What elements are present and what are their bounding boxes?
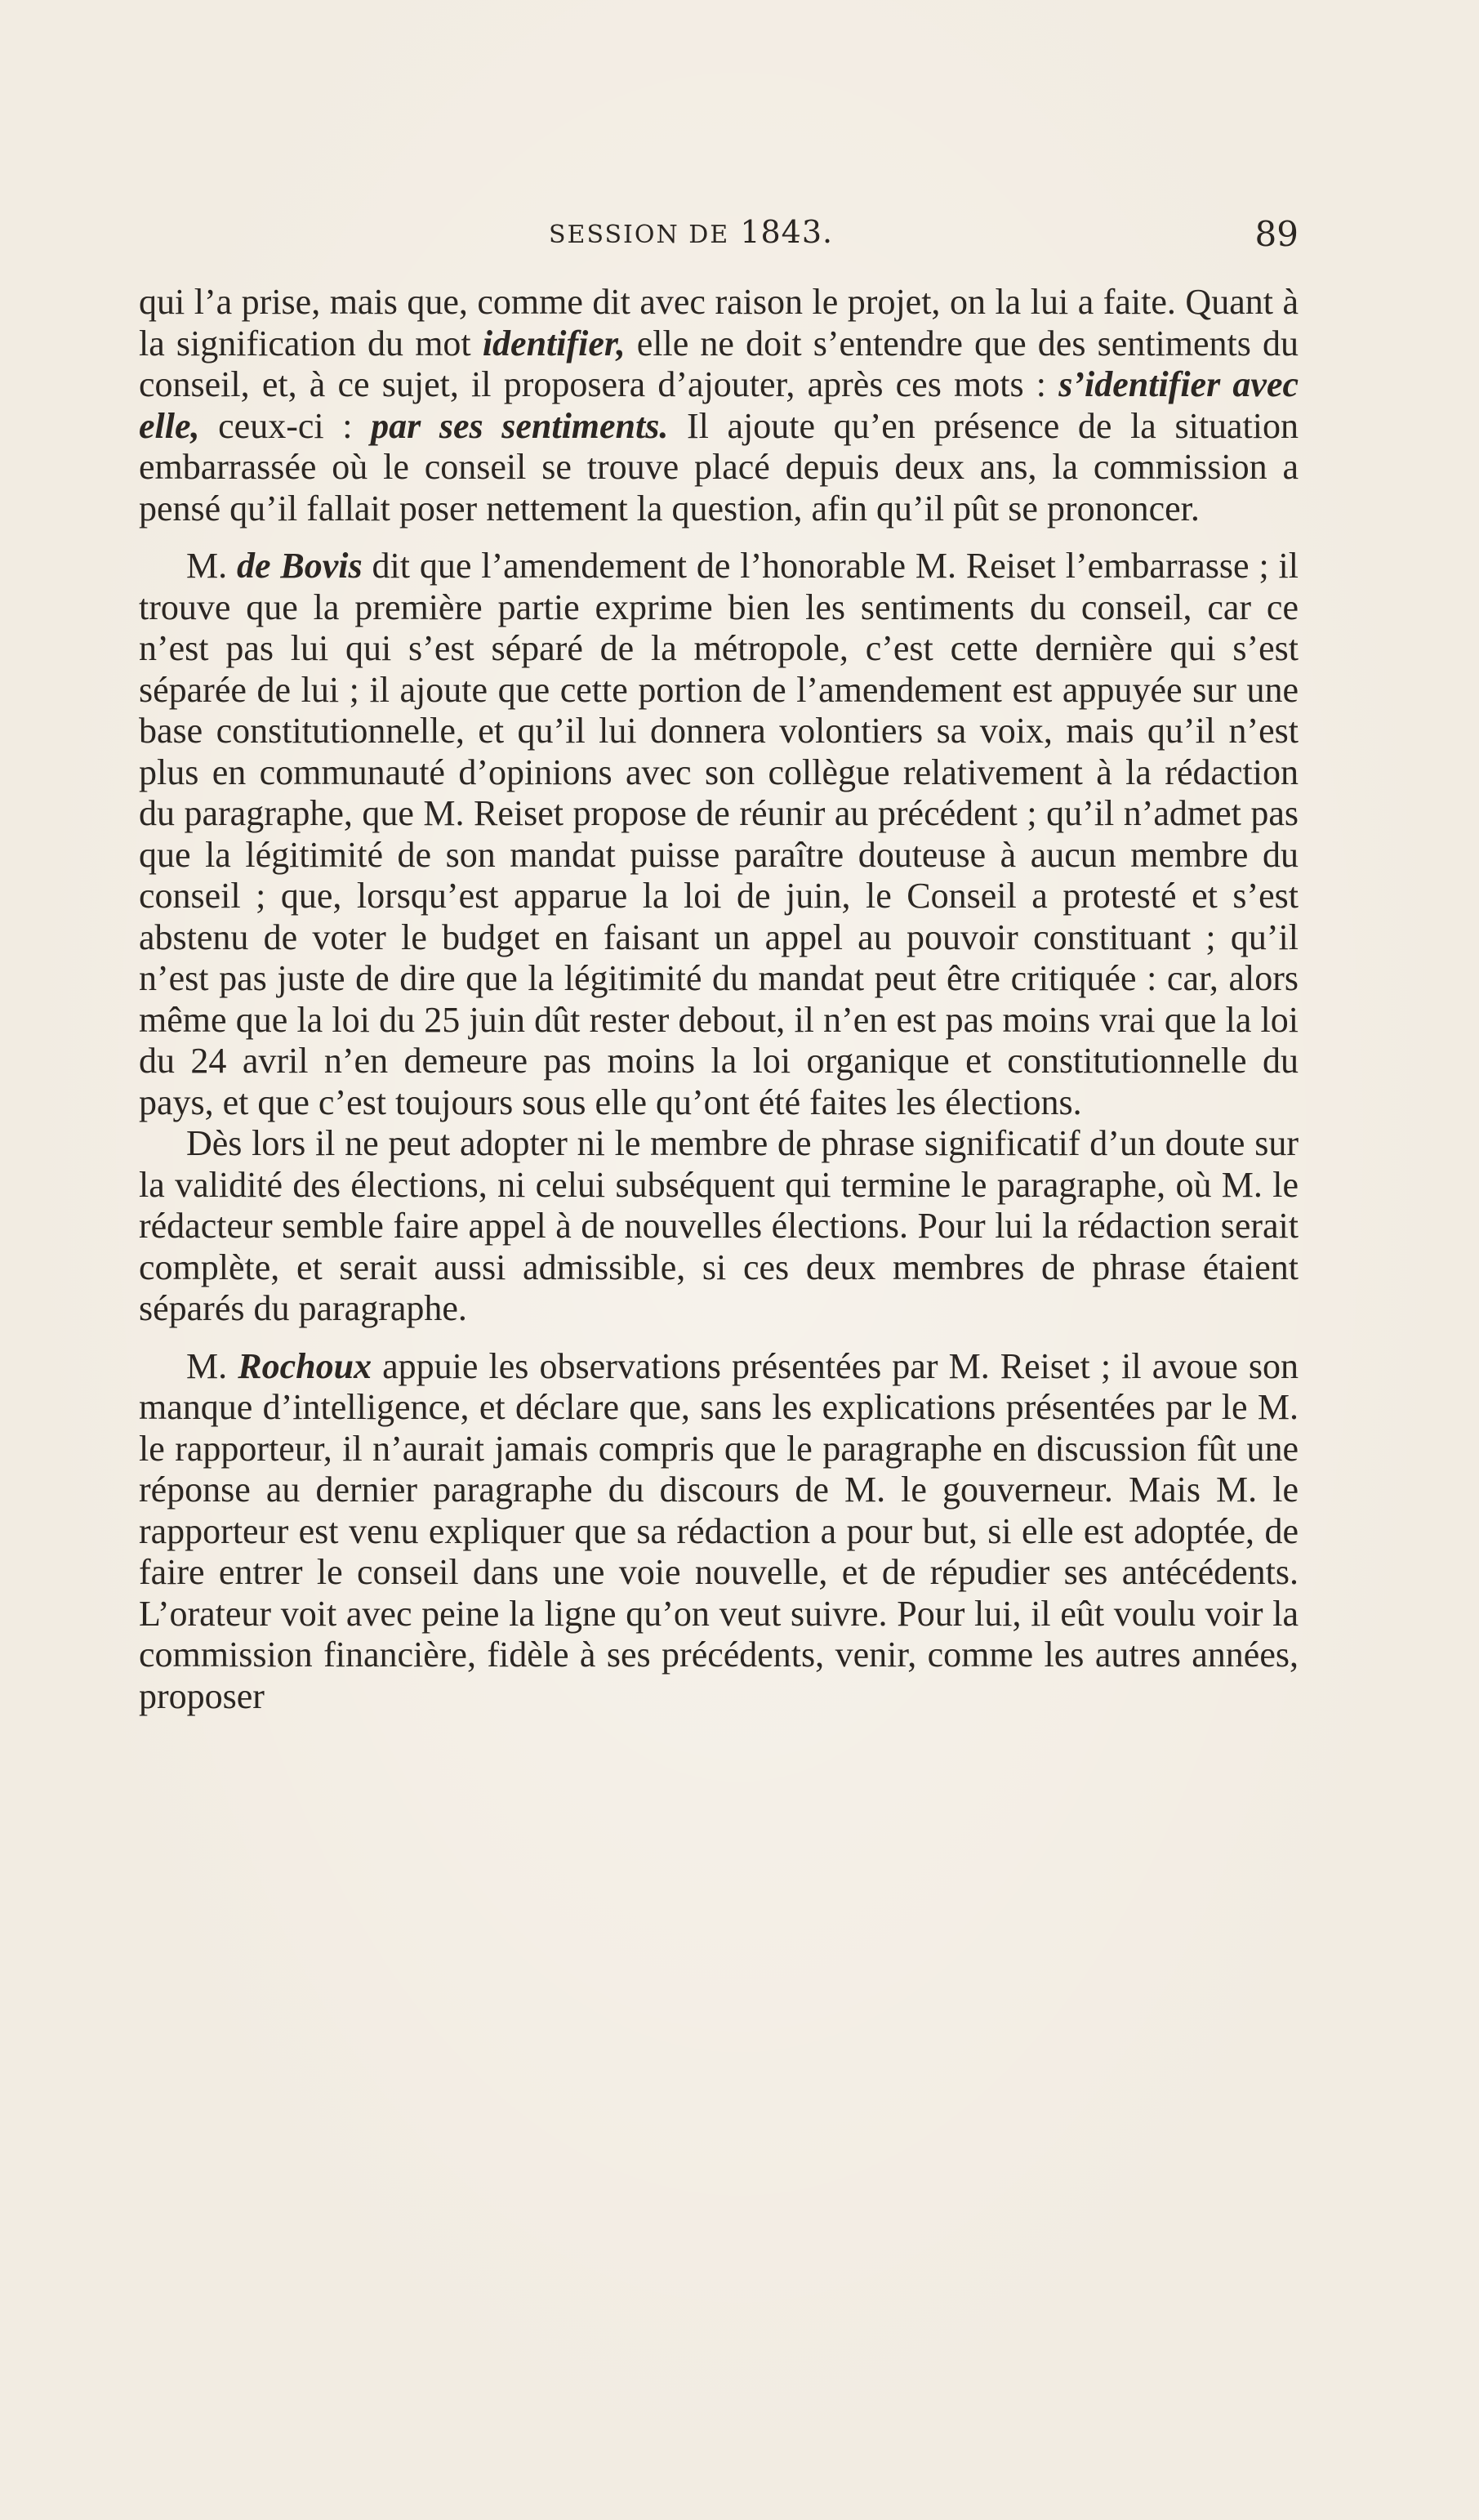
text-run: ceux-ci :	[199, 405, 372, 446]
italic-text: de Bovis	[237, 546, 363, 586]
paragraph-1	[139, 282, 1299, 529]
italic-text: s’identifier avec elle,	[139, 364, 1299, 446]
text-run: Dès lors il ne peut adopter ni le membre de phrase significatif d’un doute sur la validité des élections, ni celui subséquent qui termine le paragraphe, où M. le rédacteur semble faire appel à de nouvelles élections. Pour lui la rédaction serait complète, et serait aussi admissible, si ces deux membres de phrase étaient séparés du paragraphe.	[139, 1123, 1299, 1328]
text-run: M.	[186, 546, 238, 586]
page-header	[139, 214, 1299, 263]
italic-text: par ses sentiments.	[371, 405, 669, 446]
text-run: dit que l’amendement de l’honorable M. Reiset l’embarrasse ; il trouve que la première partie exprime bien les sentiments du conseil, car ce n’est pas lui qui s’est séparé de la métropole, c’est cette dernière qui s’est séparée de lui ; il ajoute que cette portion de l’amendement est appuyée sur une base constitutionnelle, et qu’il lui donnera volontiers sa voix, mais qu’il n’est plus en communauté d’opinions avec son collègue relativement à la rédaction du paragraphe, que M. Reiset propose de réunir au précédent ; qu’il n’admet pas que la légitimité de son mandat puisse paraître douteuse à aucun membre du conseil ; que, lorsqu’est apparue la loi de juin, le Conseil a protesté et s’est abstenu de voter le budget en faisant un appel au pouvoir constituant ; qu’il n’est pas juste de dire que la légitimité du mandat peut être critiquée : car, alors même que la loi du 25 juin dût rester debout, il n’en est pas moins vrai que la loi du 24 avril n’en demeure pas moins la loi organique et constitutionnelle du pays, et que c’est toujours sous elle qu’ont été faites les élections.	[139, 546, 1299, 1122]
paragraph-2	[139, 546, 1299, 1123]
text-run: qui l’a prise, mais que, comme dit avec raison le projet, on la lui a faite. Quant à la signification du mot	[139, 282, 1299, 364]
session-year: 1843.	[740, 214, 834, 250]
paragraph-3	[139, 1123, 1299, 1330]
text-run: Il ajoute qu’en présence de la situation embarrassée où le conseil se trouve placé depuis deux ans, la commission a pensé qu’il fallait poser nettement la question, afin qu’il pût se prononcer.	[139, 405, 1299, 529]
paragraph-4	[139, 1346, 1299, 1718]
page-number: 89	[1254, 214, 1299, 254]
body-text	[139, 282, 1299, 1717]
running-head	[549, 214, 833, 250]
italic-text: Rochoux	[238, 1345, 372, 1386]
session-label: SESSION DE	[549, 221, 730, 249]
text-run: elle ne doit s’entendre que des sentiments du conseil, et, à ce sujet, il proposera d’ajouter, après ces mots :	[139, 323, 1299, 404]
text-run: appuie les observations présentées par M. Reiset ; il avoue son manque d’intelligence, et déclare que, sans les explications présentées par le M. le rapporteur, il n’aurait jamais compris que le paragraphe en discussion fût une réponse au dernier paragraphe du discours de M. le gouverneur. Mais M. le rapporteur est venu expliquer que sa rédaction a pour but, si elle est adoptée, de faire entrer le conseil dans une voie nouvelle, et de répudier ses antécédents. L’orateur voit avec peine la ligne qu’on veut suivre. Pour lui, il eût voulu voir la commission financière, fidèle à ses précédents, venir, comme les autres années, proposer	[139, 1345, 1299, 1716]
italic-text: identifier,	[482, 323, 626, 364]
text-run: M.	[186, 1345, 238, 1386]
